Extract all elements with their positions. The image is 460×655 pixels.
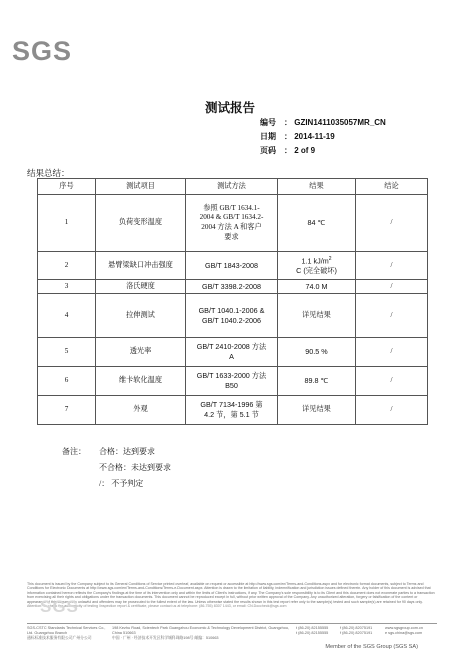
cell-number: 3 bbox=[38, 280, 96, 294]
cell-result: 详见结果 bbox=[278, 294, 356, 338]
cell-result: 89.8 ℃ bbox=[278, 367, 356, 396]
note-pass: 合格：达到要求 bbox=[99, 447, 155, 456]
cell-conclusion: / bbox=[356, 367, 428, 396]
footer-address-en: 198 Kezhu Road, Scientech Park Guangzhou Economic & Technology Development District, Guangzhou, China 510663 bbox=[112, 626, 290, 635]
disclaimer-text: This document is issued by the Company subject to its General Conditions of Service printed overleaf, available on request or accessible at http://www.sgs.com/en/Terms-and-Conditions.aspx and for electronic format documents, subject to Terms and Conditions for Electronic Documents at http://www.sgs.com/en/Terms-and-Conditions/Terms-e-Document.aspx. Attention is drawn to the limitation of liability, indemnification and jurisdiction issues defined therein. Any holder of this document is advised that information contained hereon reflects the Company's findings at the time of its intervention only and within the limits of Client's instructions, if any. The Company's sole responsibility is to its Client and this document does not exonerate parties to a transaction from exercising all their rights and obligations under the transaction documents. This document cannot be reproduced except in full, without prior written approval of the Company. Any unauthorized alteration, forgery or falsification of the content or appearance of this document is unlawful and offenders may be prosecuted to the fullest extent of the law. Unless otherwise stated the results shown in this test report refer only to the sample(s) tested and such sample(s) are retained for 90 days only. bbox=[27, 582, 435, 604]
results-table bbox=[37, 178, 428, 425]
cell-number: 6 bbox=[38, 367, 96, 396]
cell-test-method: GB/T 2410-2008 方法 A bbox=[186, 338, 278, 367]
report-date-label: 日期 bbox=[260, 132, 276, 141]
column-header-test-item: 测试项目 bbox=[96, 179, 186, 195]
report-date-value: ： 2014-11-19 bbox=[284, 132, 335, 141]
cell-conclusion: / bbox=[356, 195, 428, 252]
table-row bbox=[38, 294, 428, 338]
cell-test-method: GB/T 1633-2000 方法 B50 bbox=[186, 367, 278, 396]
cell-test-method: GB/T 1040.1-2006 & GB/T 1040.2-2006 bbox=[186, 294, 278, 338]
cell-result bbox=[278, 252, 356, 280]
cell-number: 7 bbox=[38, 396, 96, 425]
cell-test-method: GB/T 3398.2-2008 bbox=[186, 280, 278, 294]
table-row bbox=[38, 252, 428, 280]
sgs-logo: SGS bbox=[12, 36, 73, 66]
cell-test-item: 负荷变形温度 bbox=[96, 195, 186, 252]
column-header-number: 序号 bbox=[38, 179, 96, 195]
cell-number: 4 bbox=[38, 294, 96, 338]
footer-address bbox=[112, 626, 292, 641]
cell-conclusion: / bbox=[356, 252, 428, 280]
column-header-test-method: 测试方法 bbox=[186, 179, 278, 195]
footer-divider bbox=[27, 623, 437, 624]
footer-website: www.sgsgroup.com.cn bbox=[385, 626, 423, 630]
footer-company-cn: 通标标准技术服务有限公司广州分公司 bbox=[27, 636, 92, 640]
sgs-group-membership: Member of the SGS Group (SGS SA) bbox=[325, 644, 418, 650]
footer-telephone bbox=[296, 626, 338, 636]
footer-address-cn: 中国 · 广州 · 经济技术开发区科学城科珠路198号 邮编：510663 bbox=[112, 636, 219, 640]
column-header-result: 结果 bbox=[278, 179, 356, 195]
cell-test-item: 外观 bbox=[96, 396, 186, 425]
footer-contact bbox=[385, 626, 440, 636]
footer-tel-2: t (86-20) 82155555 bbox=[296, 631, 329, 635]
cell-test-method: GB/T 7134-1996 第 4.2 节，第 5.1 节 bbox=[186, 396, 278, 425]
cell-test-method: GB/T 1843-2008 bbox=[186, 252, 278, 280]
footer-email: e sgs.china@sgs.com bbox=[385, 631, 423, 635]
cell-test-item: 透光率 bbox=[96, 338, 186, 367]
result-failure-mode: C (完全破坏) bbox=[296, 265, 337, 275]
page-number-label: 页码 bbox=[260, 146, 276, 155]
table-header-row bbox=[38, 179, 428, 195]
cell-test-item: 洛氏硬度 bbox=[96, 280, 186, 294]
authenticity-notice: Attention: To check the authenticity of testing /inspection report & certificate, please contact us at telephone: (86-755) 8307 1443, or email: CN.Doccheck@sgs.com bbox=[27, 604, 287, 609]
table-row bbox=[38, 367, 428, 396]
result-value: 1.1 kJ/m bbox=[301, 255, 329, 265]
footer-fax-1: f (86-20) 82075191 bbox=[340, 626, 373, 630]
results-summary-heading: 结果总结： bbox=[27, 168, 70, 178]
footer-fax-2: f (86-20) 82075191 bbox=[340, 631, 373, 635]
cell-result: 90.5 % bbox=[278, 338, 356, 367]
column-header-conclusion: 结论 bbox=[356, 179, 428, 195]
cell-conclusion: / bbox=[356, 280, 428, 294]
cell-number: 5 bbox=[38, 338, 96, 367]
cell-result: 详见结果 bbox=[278, 396, 356, 425]
cell-result: 74.0 M bbox=[278, 280, 356, 294]
cell-test-item: 拉伸测试 bbox=[96, 294, 186, 338]
report-number-value: ： GZIN1411035057MR_CN bbox=[284, 118, 386, 127]
table-row bbox=[38, 195, 428, 252]
report-number-label: 编号 bbox=[260, 118, 276, 127]
cell-conclusion: / bbox=[356, 338, 428, 367]
note-not-judged: /： 不予判定 bbox=[99, 479, 144, 488]
sgs-watermark: SGS bbox=[40, 597, 79, 616]
footer-tel-1: t (86-20) 82155555 bbox=[296, 626, 329, 630]
note-fail: 不合格：未达到要求 bbox=[99, 463, 171, 472]
footer-company bbox=[27, 626, 107, 641]
cell-result: 84 ℃ bbox=[278, 195, 356, 252]
cell-number: 2 bbox=[38, 252, 96, 280]
cell-conclusion: / bbox=[356, 294, 428, 338]
notes-label: 备注： bbox=[62, 447, 86, 456]
footer-fax bbox=[340, 626, 382, 636]
table-row bbox=[38, 396, 428, 425]
cell-test-item: 悬臂梁缺口冲击强度 bbox=[96, 252, 186, 280]
cell-test-method: 参照 GB/T 1634.1-2004 & GB/T 1634.2-2004 方法 A 和客户要求 bbox=[186, 195, 278, 252]
footer-company-en: SGS-CSTC Standards Technical Services Co., Ltd. Guangzhou Branch bbox=[27, 626, 106, 635]
legal-disclaimer bbox=[27, 582, 437, 608]
report-title: 测试报告 bbox=[205, 101, 256, 115]
cell-test-item: 维卡软化温度 bbox=[96, 367, 186, 396]
page-number-value: ： 2 of 9 bbox=[284, 146, 316, 155]
cell-number: 1 bbox=[38, 195, 96, 252]
cell-conclusion: / bbox=[356, 396, 428, 425]
result-unit-superscript: 2 bbox=[328, 255, 332, 262]
table-row bbox=[38, 280, 428, 294]
table-row bbox=[38, 338, 428, 367]
